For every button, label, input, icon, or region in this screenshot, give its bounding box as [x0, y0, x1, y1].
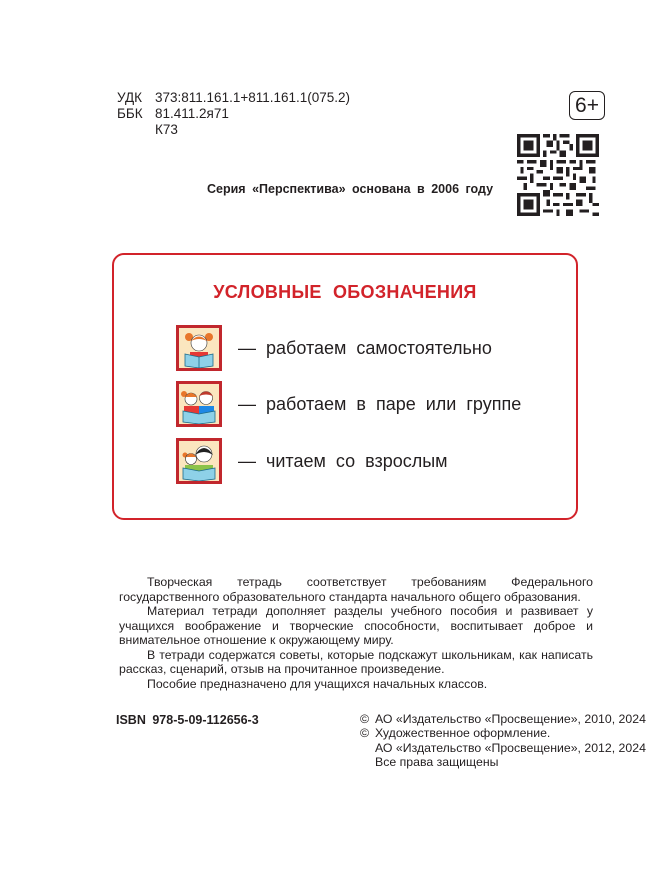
- legend-title: УСЛОВНЫЕ ОБОЗНАЧЕНИЯ: [213, 282, 477, 302]
- rights-reserved: Все права защищены: [375, 754, 499, 769]
- bbk-value: 81.411.2я71: [155, 106, 229, 121]
- description-paragraph: Пособие предназначено для учащихся начальных классов.: [147, 676, 488, 691]
- legend-item-text: — работаем самостоятельно: [238, 337, 492, 358]
- copyright-line: Художественное оформление.: [375, 726, 551, 741]
- bbk-label: ББК: [117, 106, 143, 121]
- description-paragraph: Творческая тетрадь соответствует требованиям Федерального государственного образовательного стандарта начального общего образования.: [119, 575, 593, 604]
- adult-child-reading-icon: [176, 438, 222, 484]
- isbn: ISBN 978-5-09-112656-3: [116, 713, 259, 727]
- description-paragraph: Материал тетради дополняет разделы учебного пособия и развивает у учащихся воображение и творческие способности, воспитывает доброе и внимательное отношение к окружающему миру.: [119, 604, 593, 647]
- legend-item-text: — читаем со взрослым: [238, 450, 448, 471]
- girl-reading-icon: [176, 325, 222, 371]
- legend-item-text: — работаем в паре или группе: [238, 393, 522, 414]
- legend-box: [112, 253, 578, 520]
- description-block: [119, 575, 593, 691]
- series-note: Серия «Перспектива» основана в 2006 году: [207, 182, 494, 196]
- copyright-icon: ©: [360, 726, 370, 741]
- age-rating-badge: 6+: [569, 91, 605, 120]
- copyright-line: АО «Издательство «Просвещение», 2012, 2024: [375, 740, 646, 755]
- udk-label: УДК: [117, 90, 142, 105]
- qr-code-icon[interactable]: [517, 134, 599, 216]
- author-mark: К73: [155, 122, 178, 137]
- legend-item: [176, 325, 492, 371]
- copyright-line: АО «Издательство «Просвещение», 2010, 2024: [375, 712, 646, 726]
- legend-item: [176, 381, 521, 427]
- pair-reading-icon: [176, 381, 222, 427]
- bibliographic-block: [117, 90, 350, 138]
- copyright-block: [360, 712, 646, 769]
- udk-value: 373:811.161.1+811.161.1(075.2): [155, 90, 351, 105]
- description-paragraph: В тетради содержатся советы, которые подскажут школьникам, как написать рассказ, сценарий, отзыв на прочитанное произведение.: [119, 647, 593, 676]
- copyright-icon: ©: [360, 712, 370, 726]
- legend-item: [176, 438, 448, 484]
